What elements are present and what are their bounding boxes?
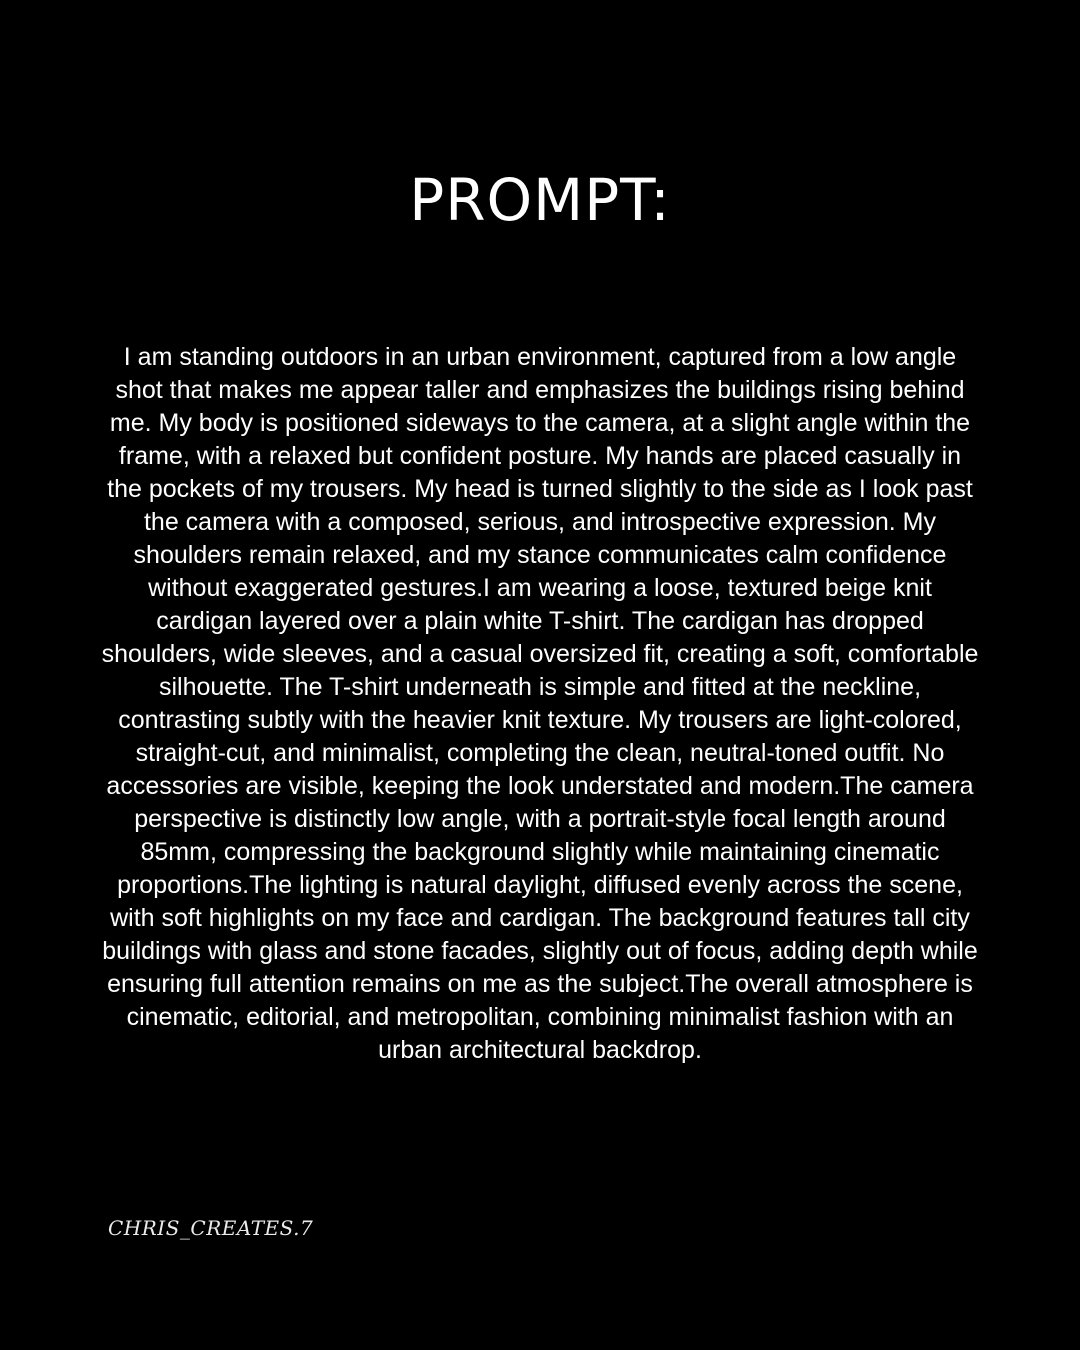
page-title: PROMPT: [409, 166, 671, 234]
author-signature: CHRIS_CREATES.7 [108, 1216, 314, 1240]
prompt-body-text: I am standing outdoors in an urban environment, captured from a low angle shot that makes me appear taller and emphasizes the buildings rising behind me. My body is positioned sideways to the camera, at a slight angle within the frame, with a relaxed but confident posture. My hands are placed casually in the pockets of my trousers. My head is turned slightly to the side as I look past the camera with a composed, serious, and introspective expression. My shoulders remain relaxed, and my stance communicates calm confidence without exaggerated gestures.I am wearing a loose, textured beige knit cardigan layered over a plain white T-shirt. The cardigan has dropped shoulders, wide sleeves, and a casual oversized fit, creating a soft, comfortable silhouette. The T-shirt underneath is simple and fitted at the neckline, contrasting subtly with the heavier knit texture. My trousers are light-colored, straight-cut, and minimalist, completing the clean, neutral-toned outfit. No accessories are visible, keeping the look understated and modern.The camera perspective is distinctly low angle, with a portrait-style focal length around 85mm, compressing the background slightly while maintaining cinematic proportions.The lighting is natural daylight, diffused evenly across the scene, with soft highlights on my face and cardigan. The background features tall city buildings with glass and stone facades, slightly out of focus, adding depth while ensuring full attention remains on me as the subject.The overall atmosphere is cinematic, editorial, and metropolitan, combining minimalist fashion with an urban architectural backdrop. [101, 343, 979, 1064]
